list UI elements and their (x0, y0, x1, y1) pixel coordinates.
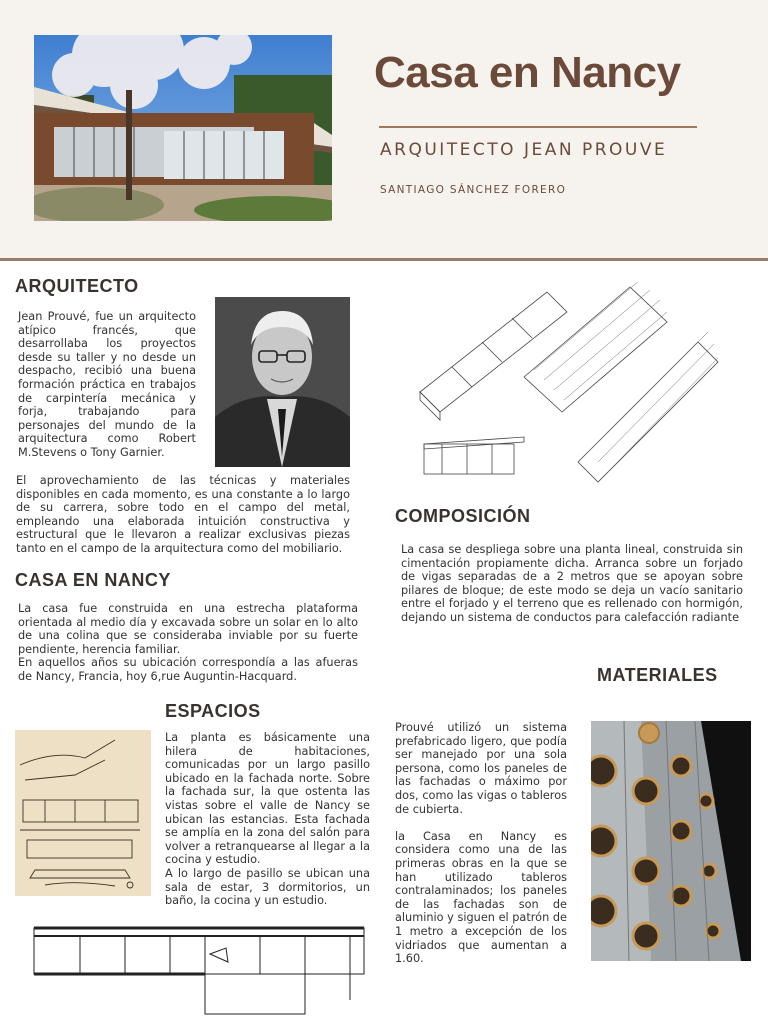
materiales-paragraph-1: Prouvé utilizó un sistema prefabricado ligero, que podía ser manejado por una sola persona, como los paneles de las fachadas o máximo por dos, como las vigas o tableros de cubierta. (395, 721, 567, 816)
architect-portrait (215, 297, 350, 467)
page-title: Casa en Nancy (374, 48, 681, 97)
section-heading-materiales: MATERIALES (597, 665, 718, 685)
sketch-drawing (15, 730, 151, 896)
section-heading-arquitecto: ARQUITECTO (15, 276, 139, 296)
arquitecto-paragraph-2: El aprovechamiento de las técnicas y materiales disponibles en cada momento, es una constante a lo largo de su carrera, sobre todo en el campo del metal, empleando una elaborada intuición constructiva y estructural que le llevaron a realizar exclusivas piezas tanto en el campo de la arquitectura como del mobiliario. (16, 474, 350, 555)
casa-paragraph-1: La casa fue construida en una estrecha plataforma orientada al medio día y excavada sobre un solar en lo alto de una colina que se consideraba inviable por su fuerte pendiente, herencia familiar. (18, 602, 358, 656)
arquitecto-paragraph-1: Jean Prouvé, fue un arquitecto atípico francés, que desarrollaba los proyectos desde su taller y no desde un despacho, recibió una buena formación práctica en trabajos de carpintería mecánica y forja, trabajando para personajes del mundo de la arquitectura como Robert M.Stevens o Tony Garnier. (18, 310, 196, 459)
casa-paragraph-2: En aquellos años su ubicación correspondía a las afueras de Nancy, Francia, hoy 6,rue Auguntin-Hacquard. (18, 656, 358, 683)
house-photo (34, 35, 332, 221)
materiales-paragraph-2: la Casa en Nancy es considera como una de las primeras obras en la que se han utilizado tableros contralaminados; los paneles de las fachadas son de aluminio y siguen el patrón de 1 metro a excepción de los vidriados que aumentan a 1.60. (395, 829, 567, 966)
section-heading-composicion: COMPOSICIÓN (395, 506, 531, 526)
author-name: SANTIAGO SÁNCHEZ FORERO (380, 184, 567, 196)
section-heading-espacios: ESPACIOS (165, 701, 261, 721)
section-heading-casa: CASA EN NANCY (15, 570, 171, 590)
espacios-paragraph-1: La planta es básicamente una hilera de habitaciones, comunicadas por un largo pasillo ubicado en la fachada norte. Sobre la fachada sur, la que ostenta las vistas sobre el valle de Nancy se ubican las estancias. Esta fachada se amplía en la zona del salón para volver a retranquearse al llegar a la cocina y estudio. (165, 731, 370, 867)
axonometric-drawings (412, 282, 728, 484)
title-underline (379, 126, 697, 128)
aluminium-panel-photo (591, 721, 751, 961)
composicion-paragraph: La casa se despliega sobre una planta lineal, construida sin cimentación propiamente dicha. Arranca sobre un forjado de vigas separadas de a 2 metros que se apoyan sobre pilares de bloque; de este modo se deja un vacío sanitario entre el forjado y el terreno que es rellenado con hormigón, dejando un sistema de conductos para calefacción radiante (401, 543, 743, 624)
espacios-paragraph-2: A lo largo de pasillo se ubican una sala de estar, 3 dormitorios, un baño, la cocina y un estudio. (165, 866, 370, 908)
page-subtitle: ARQUITECTO JEAN PROUVE (380, 140, 668, 160)
floor-plan-drawing (30, 920, 367, 1016)
header-divider (0, 258, 768, 261)
